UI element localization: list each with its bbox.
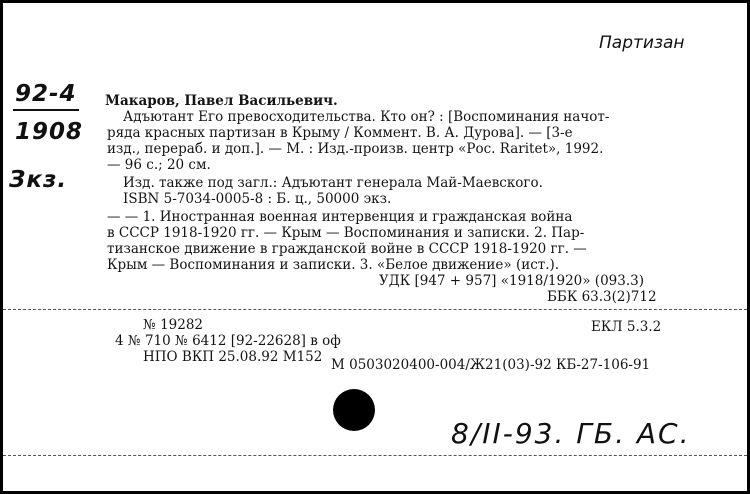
card-number: № 19282 xyxy=(143,317,204,333)
handwritten-mark: Зкз. xyxy=(9,167,68,193)
author-heading: Макаров, Павел Васильевич. xyxy=(105,93,338,109)
handwritten-corner-note: Партизан xyxy=(599,33,685,53)
code-line: М 0503020400-004/Ж21(03)-92 КБ-27-106-91 xyxy=(331,357,651,373)
order-line: 4 № 710 № 6412 [92-22628] в оф xyxy=(115,333,341,349)
npo-line: НПО ВКП 25.08.92 М152 xyxy=(143,349,323,365)
note-line: Изд. также под загл.: Адъютант генерала Май-Маевского. xyxy=(123,175,543,191)
handwritten-shelf-code: 92-4 xyxy=(15,81,77,107)
bbk-line: ББК 63.3(2)712 xyxy=(547,289,657,305)
subject-line-2: в СССР 1918-1920 гг. — Крым — Воспоминания и записки. 2. Пар- xyxy=(107,225,585,241)
title-line-2: ряда красных партизан в Крыму / Коммент. В. А. Дурова]. — [3-е xyxy=(107,125,573,141)
dashed-divider-bottom xyxy=(3,455,747,456)
title-line-1: Адъютант Его превосходительства. Кто он? : [Воспоминания начот- xyxy=(123,109,610,125)
title-line-4: — 96 с.; 20 см. xyxy=(107,157,211,173)
subject-line-1: — — 1. Иностранная военная интервенция и гражданская война xyxy=(107,209,573,225)
title-line-3: изд., перераб. и доп.]. — М. : Изд.-произв. центр «Рос. Raritet», 1992. xyxy=(107,141,604,157)
handwritten-year: 1908 xyxy=(15,119,84,145)
punch-hole xyxy=(333,389,375,431)
catalog-card xyxy=(3,3,747,491)
ekl-code: ЕКЛ 5.3.2 xyxy=(591,319,662,335)
isbn-line: ISBN 5-7034-0005-8 : Б. ц., 50000 экз. xyxy=(123,191,392,207)
udk-line: УДК [947 + 957] «1918/1920» (093.3) xyxy=(379,273,644,289)
dashed-divider-top xyxy=(3,309,747,310)
shelf-code-underline xyxy=(13,109,79,111)
subject-line-4: Крым — Воспоминания и записки. 3. «Белое движение» (ист.). xyxy=(107,257,560,273)
subject-line-3: тизанское движение в гражданской войне в СССР 1918-1920 гг. — xyxy=(107,241,587,257)
handwritten-bottom-note: 8/II-93. ГБ. АС. xyxy=(451,417,691,450)
